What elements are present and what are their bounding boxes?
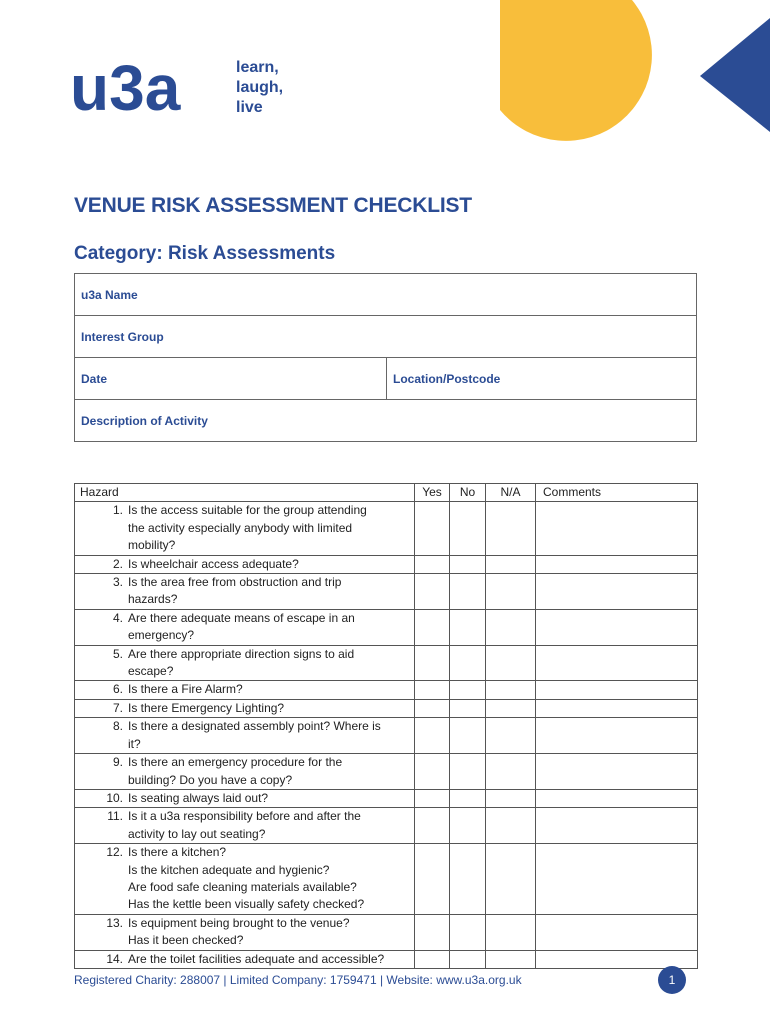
hazard-cell bbox=[75, 502, 415, 555]
logo-tagline-line-1: learn, bbox=[236, 59, 279, 76]
logo-tagline-line-2: laugh, bbox=[236, 79, 284, 96]
hazard-cell bbox=[75, 808, 415, 844]
hazard-number: 1. bbox=[112, 503, 123, 518]
hazard-text-line: Is equipment being brought to the venue? bbox=[128, 915, 350, 930]
na-cell[interactable] bbox=[486, 789, 536, 807]
hazard-number: 9. bbox=[112, 755, 123, 770]
yes-cell[interactable] bbox=[415, 609, 450, 645]
yes-cell[interactable] bbox=[415, 502, 450, 555]
hazard-cell bbox=[75, 754, 415, 790]
hazard-cell bbox=[75, 645, 415, 681]
no-cell[interactable] bbox=[450, 681, 486, 699]
table-row bbox=[75, 718, 698, 754]
hazard-text-line: Has the kettle been visually safety checked? bbox=[128, 897, 365, 912]
yes-cell[interactable] bbox=[415, 555, 450, 573]
hazard-number: 7. bbox=[112, 700, 123, 715]
document-category: Category: Risk Assessments bbox=[74, 243, 336, 264]
interest-group-field[interactable]: Interest Group bbox=[75, 316, 697, 358]
hazard-number: 4. bbox=[112, 610, 123, 625]
na-cell[interactable] bbox=[486, 645, 536, 681]
u3a-name-field[interactable]: u3a Name bbox=[75, 274, 697, 316]
hazard-text-line: Are there appropriate direction signs to aid bbox=[128, 646, 355, 661]
no-cell[interactable] bbox=[450, 754, 486, 790]
yes-cell[interactable] bbox=[415, 808, 450, 844]
document-title: VENUE RISK ASSESSMENT CHECKLIST bbox=[74, 194, 472, 217]
comments-cell[interactable] bbox=[536, 609, 698, 645]
hazard-text-line: escape? bbox=[128, 664, 174, 679]
comments-cell[interactable] bbox=[536, 645, 698, 681]
no-cell[interactable] bbox=[450, 914, 486, 950]
hazard-text-line: Is there Emergency Lighting? bbox=[128, 700, 285, 715]
no-cell[interactable] bbox=[450, 789, 486, 807]
hazard-number: 10. bbox=[106, 790, 123, 805]
table-row bbox=[75, 502, 698, 555]
hazard-text-line: Is it a u3a responsibility before and after the bbox=[128, 809, 361, 824]
hazard-text-line: Is wheelchair access adequate? bbox=[128, 556, 299, 571]
blue-triangle-shape bbox=[700, 18, 770, 132]
yes-cell[interactable] bbox=[415, 645, 450, 681]
location-postcode-field[interactable]: Location/Postcode bbox=[387, 358, 697, 400]
hazard-number: 8. bbox=[112, 719, 123, 734]
na-cell[interactable] bbox=[486, 699, 536, 717]
footer-text: Registered Charity: 288007 | Limited Company: 1759471 | Website: www.u3a.org.uk bbox=[74, 973, 522, 987]
table-row bbox=[75, 789, 698, 807]
hazard-text-line: Is there a designated assembly point? Where is bbox=[128, 719, 381, 734]
hazard-text-line: Are food safe cleaning materials available? bbox=[128, 879, 357, 894]
no-cell[interactable] bbox=[450, 699, 486, 717]
yes-cell[interactable] bbox=[415, 718, 450, 754]
hazard-text-line: Are the toilet facilities adequate and accessible? bbox=[128, 951, 385, 966]
hazard-number: 11. bbox=[107, 809, 123, 824]
hazard-text-line: activity to lay out seating? bbox=[128, 826, 266, 841]
u3a-logo bbox=[70, 44, 310, 124]
hazard-text-line: mobility? bbox=[128, 538, 176, 553]
venue-info-form bbox=[74, 273, 697, 442]
na-column-header: N/A bbox=[486, 484, 536, 502]
table-row bbox=[75, 950, 698, 968]
na-cell[interactable] bbox=[486, 950, 536, 968]
comments-cell[interactable] bbox=[536, 789, 698, 807]
hazard-cell bbox=[75, 609, 415, 645]
no-column-header: No bbox=[450, 484, 486, 502]
na-cell[interactable] bbox=[486, 681, 536, 699]
comments-cell[interactable] bbox=[536, 914, 698, 950]
table-header-row bbox=[75, 484, 698, 502]
comments-cell[interactable] bbox=[536, 502, 698, 555]
no-cell[interactable] bbox=[450, 950, 486, 968]
hazard-number: 12. bbox=[106, 845, 123, 860]
hazard-text-line: building? Do you have a copy? bbox=[128, 772, 293, 787]
hazard-text-line: it? bbox=[128, 736, 141, 751]
hazard-text-line: Is the kitchen adequate and hygienic? bbox=[128, 862, 330, 877]
hazard-cell bbox=[75, 555, 415, 573]
page-number-badge: 1 bbox=[658, 966, 686, 994]
na-cell[interactable] bbox=[486, 718, 536, 754]
hazard-number: 3. bbox=[112, 575, 123, 590]
hazard-cell bbox=[75, 699, 415, 717]
no-cell[interactable] bbox=[450, 555, 486, 573]
hazard-checklist-table bbox=[74, 483, 698, 969]
comments-cell[interactable] bbox=[536, 844, 698, 915]
comments-cell[interactable] bbox=[536, 808, 698, 844]
table-row bbox=[75, 808, 698, 844]
no-cell[interactable] bbox=[450, 808, 486, 844]
comments-cell[interactable] bbox=[536, 555, 698, 573]
yes-cell[interactable] bbox=[415, 950, 450, 968]
hazard-text-line: Is the access suitable for the group attending bbox=[128, 503, 367, 518]
logo-tagline-line-3: live bbox=[236, 99, 263, 116]
hazard-text-line: Is there a kitchen? bbox=[128, 845, 227, 860]
hazard-cell bbox=[75, 574, 415, 610]
hazard-number: 14. bbox=[106, 951, 123, 966]
yellow-half-circle-shape bbox=[500, 0, 652, 141]
hazard-text-line: Is there a Fire Alarm? bbox=[128, 682, 243, 697]
table-row bbox=[75, 681, 698, 699]
yes-cell[interactable] bbox=[415, 844, 450, 915]
yes-cell[interactable] bbox=[415, 681, 450, 699]
hazard-number: 13. bbox=[106, 915, 123, 930]
description-of-activity-field[interactable]: Description of Activity bbox=[75, 400, 697, 442]
hazard-cell bbox=[75, 681, 415, 699]
table-row bbox=[75, 914, 698, 950]
comments-column-header: Comments bbox=[536, 484, 698, 502]
na-cell[interactable] bbox=[486, 808, 536, 844]
logo-wordmark: u3a bbox=[70, 52, 181, 124]
no-cell[interactable] bbox=[450, 502, 486, 555]
table-row bbox=[75, 555, 698, 573]
comments-cell[interactable] bbox=[536, 681, 698, 699]
hazard-text-line: Are there adequate means of escape in an bbox=[128, 610, 355, 625]
no-cell[interactable] bbox=[450, 844, 486, 915]
hazard-text-line: Has it been checked? bbox=[128, 933, 244, 948]
yes-cell[interactable] bbox=[415, 754, 450, 790]
comments-cell[interactable] bbox=[536, 718, 698, 754]
na-cell[interactable] bbox=[486, 574, 536, 610]
no-cell[interactable] bbox=[450, 609, 486, 645]
na-cell[interactable] bbox=[486, 555, 536, 573]
no-cell[interactable] bbox=[450, 718, 486, 754]
hazard-cell bbox=[75, 844, 415, 915]
table-row bbox=[75, 645, 698, 681]
na-cell[interactable] bbox=[486, 502, 536, 555]
yes-column-header: Yes bbox=[415, 484, 450, 502]
date-field[interactable]: Date bbox=[75, 358, 387, 400]
hazard-rows bbox=[75, 502, 698, 969]
hazard-text-line: Is the area free from obstruction and trip bbox=[128, 575, 342, 590]
yes-cell[interactable] bbox=[415, 574, 450, 610]
no-cell[interactable] bbox=[450, 645, 486, 681]
table-row bbox=[75, 844, 698, 915]
hazard-column-header: Hazard bbox=[75, 484, 415, 502]
yes-cell[interactable] bbox=[415, 789, 450, 807]
hazard-number: 6. bbox=[112, 682, 123, 697]
hazard-text-line: Is there an emergency procedure for the bbox=[128, 755, 343, 770]
table-row bbox=[75, 574, 698, 610]
hazard-number: 5. bbox=[112, 646, 123, 661]
hazard-cell bbox=[75, 789, 415, 807]
hazard-text-line: the activity especially anybody with limited bbox=[128, 520, 353, 535]
na-cell[interactable] bbox=[486, 609, 536, 645]
hazard-text-line: hazards? bbox=[128, 592, 178, 607]
comments-cell[interactable] bbox=[536, 754, 698, 790]
table-row bbox=[75, 699, 698, 717]
comments-cell[interactable] bbox=[536, 699, 698, 717]
table-row bbox=[75, 754, 698, 790]
na-cell[interactable] bbox=[486, 914, 536, 950]
hazard-text-line: emergency? bbox=[128, 628, 195, 643]
hazard-cell bbox=[75, 718, 415, 754]
hazard-cell bbox=[75, 950, 415, 968]
hazard-text-line: Is seating always laid out? bbox=[128, 790, 269, 805]
comments-cell[interactable] bbox=[536, 574, 698, 610]
yes-cell[interactable] bbox=[415, 914, 450, 950]
hazard-cell bbox=[75, 914, 415, 950]
na-cell[interactable] bbox=[486, 844, 536, 915]
table-row bbox=[75, 609, 698, 645]
no-cell[interactable] bbox=[450, 574, 486, 610]
yes-cell[interactable] bbox=[415, 699, 450, 717]
na-cell[interactable] bbox=[486, 754, 536, 790]
hazard-number: 2. bbox=[112, 556, 123, 571]
